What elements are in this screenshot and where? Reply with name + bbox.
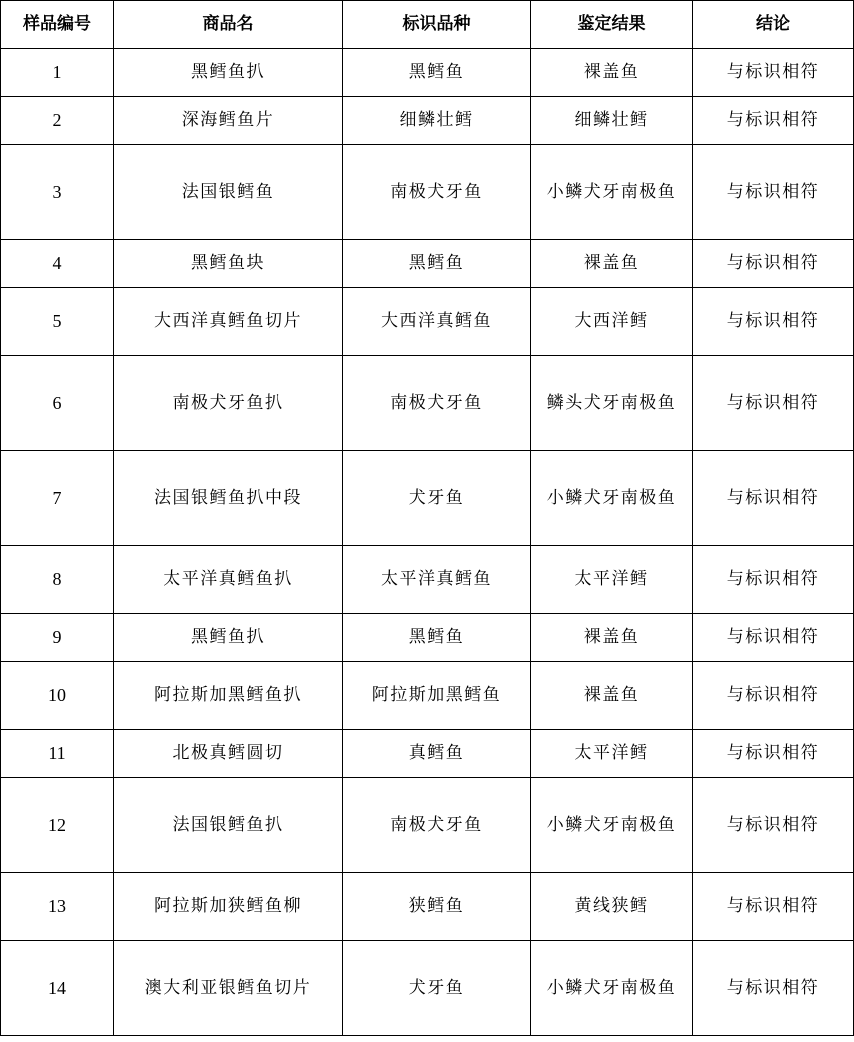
cell-sample-id: 7 [1,451,114,546]
cell-sample-id: 6 [1,356,114,451]
table-row [1,451,854,546]
cell-conclusion: 与标识相符 [693,873,854,941]
cell-identification-result: 裸盖鱼 [531,240,693,288]
cell-product-name: 黑鳕鱼扒 [114,49,343,97]
cell-labeled-species: 南极犬牙鱼 [343,145,531,240]
cell-identification-result: 鳞头犬牙南极鱼 [531,356,693,451]
cell-conclusion: 与标识相符 [693,97,854,145]
cell-product-name: 深海鳕鱼片 [114,97,343,145]
header-labeled-species: 标识品种 [343,1,531,49]
table-row [1,97,854,145]
table-row [1,49,854,97]
table-row [1,240,854,288]
cell-identification-result: 小鳞犬牙南极鱼 [531,778,693,873]
cell-identification-result: 裸盖鱼 [531,614,693,662]
cell-conclusion: 与标识相符 [693,778,854,873]
cell-labeled-species: 细鳞壮鳕 [343,97,531,145]
table-body [1,49,854,1036]
cell-product-name: 北极真鳕圆切 [114,730,343,778]
table-row [1,941,854,1036]
cell-product-name: 黑鳕鱼扒 [114,614,343,662]
cell-sample-id: 2 [1,97,114,145]
cell-conclusion: 与标识相符 [693,730,854,778]
table-row [1,778,854,873]
cell-sample-id: 9 [1,614,114,662]
cell-sample-id: 11 [1,730,114,778]
cell-conclusion: 与标识相符 [693,662,854,730]
cell-labeled-species: 阿拉斯加黑鳕鱼 [343,662,531,730]
cell-identification-result: 小鳞犬牙南极鱼 [531,145,693,240]
cell-identification-result: 裸盖鱼 [531,49,693,97]
cell-sample-id: 10 [1,662,114,730]
table-row [1,288,854,356]
cell-identification-result: 裸盖鱼 [531,662,693,730]
header-product-name: 商品名 [114,1,343,49]
cell-product-name: 阿拉斯加黑鳕鱼扒 [114,662,343,730]
cell-product-name: 法国银鳕鱼扒中段 [114,451,343,546]
header-sample-id: 样品编号 [1,1,114,49]
cell-labeled-species: 狭鳕鱼 [343,873,531,941]
cell-identification-result: 太平洋鳕 [531,546,693,614]
cell-product-name: 大西洋真鳕鱼切片 [114,288,343,356]
cell-labeled-species: 犬牙鱼 [343,941,531,1036]
cell-sample-id: 4 [1,240,114,288]
cell-labeled-species: 黑鳕鱼 [343,614,531,662]
header-conclusion: 结论 [693,1,854,49]
cell-identification-result: 大西洋鳕 [531,288,693,356]
cell-conclusion: 与标识相符 [693,451,854,546]
cell-identification-result: 小鳞犬牙南极鱼 [531,451,693,546]
cell-identification-result: 小鳞犬牙南极鱼 [531,941,693,1036]
cell-identification-result: 太平洋鳕 [531,730,693,778]
cell-product-name: 法国银鳕鱼扒 [114,778,343,873]
table-row [1,614,854,662]
cell-labeled-species: 南极犬牙鱼 [343,778,531,873]
cell-conclusion: 与标识相符 [693,145,854,240]
cell-labeled-species: 黑鳕鱼 [343,49,531,97]
cell-labeled-species: 太平洋真鳕鱼 [343,546,531,614]
cell-labeled-species: 南极犬牙鱼 [343,356,531,451]
cell-conclusion: 与标识相符 [693,240,854,288]
cell-sample-id: 5 [1,288,114,356]
cell-conclusion: 与标识相符 [693,288,854,356]
cell-conclusion: 与标识相符 [693,546,854,614]
cell-product-name: 澳大利亚银鳕鱼切片 [114,941,343,1036]
cell-identification-result: 黄线狭鳕 [531,873,693,941]
cell-product-name: 法国银鳕鱼 [114,145,343,240]
cell-sample-id: 12 [1,778,114,873]
cell-conclusion: 与标识相符 [693,356,854,451]
cell-labeled-species: 大西洋真鳕鱼 [343,288,531,356]
cell-sample-id: 3 [1,145,114,240]
table-row [1,873,854,941]
table-row [1,356,854,451]
cell-sample-id: 13 [1,873,114,941]
table-row [1,662,854,730]
cell-conclusion: 与标识相符 [693,614,854,662]
table-row [1,145,854,240]
cell-labeled-species: 犬牙鱼 [343,451,531,546]
cell-product-name: 太平洋真鳕鱼扒 [114,546,343,614]
cell-product-name: 黑鳕鱼块 [114,240,343,288]
cell-labeled-species: 黑鳕鱼 [343,240,531,288]
table-header-row [1,1,854,49]
cell-product-name: 南极犬牙鱼扒 [114,356,343,451]
cell-identification-result: 细鳞壮鳕 [531,97,693,145]
cell-sample-id: 1 [1,49,114,97]
cell-product-name: 阿拉斯加狭鳕鱼柳 [114,873,343,941]
cell-sample-id: 8 [1,546,114,614]
table-row [1,730,854,778]
cell-conclusion: 与标识相符 [693,49,854,97]
cell-conclusion: 与标识相符 [693,941,854,1036]
cell-sample-id: 14 [1,941,114,1036]
header-identification-result: 鉴定结果 [531,1,693,49]
table-row [1,546,854,614]
cell-labeled-species: 真鳕鱼 [343,730,531,778]
